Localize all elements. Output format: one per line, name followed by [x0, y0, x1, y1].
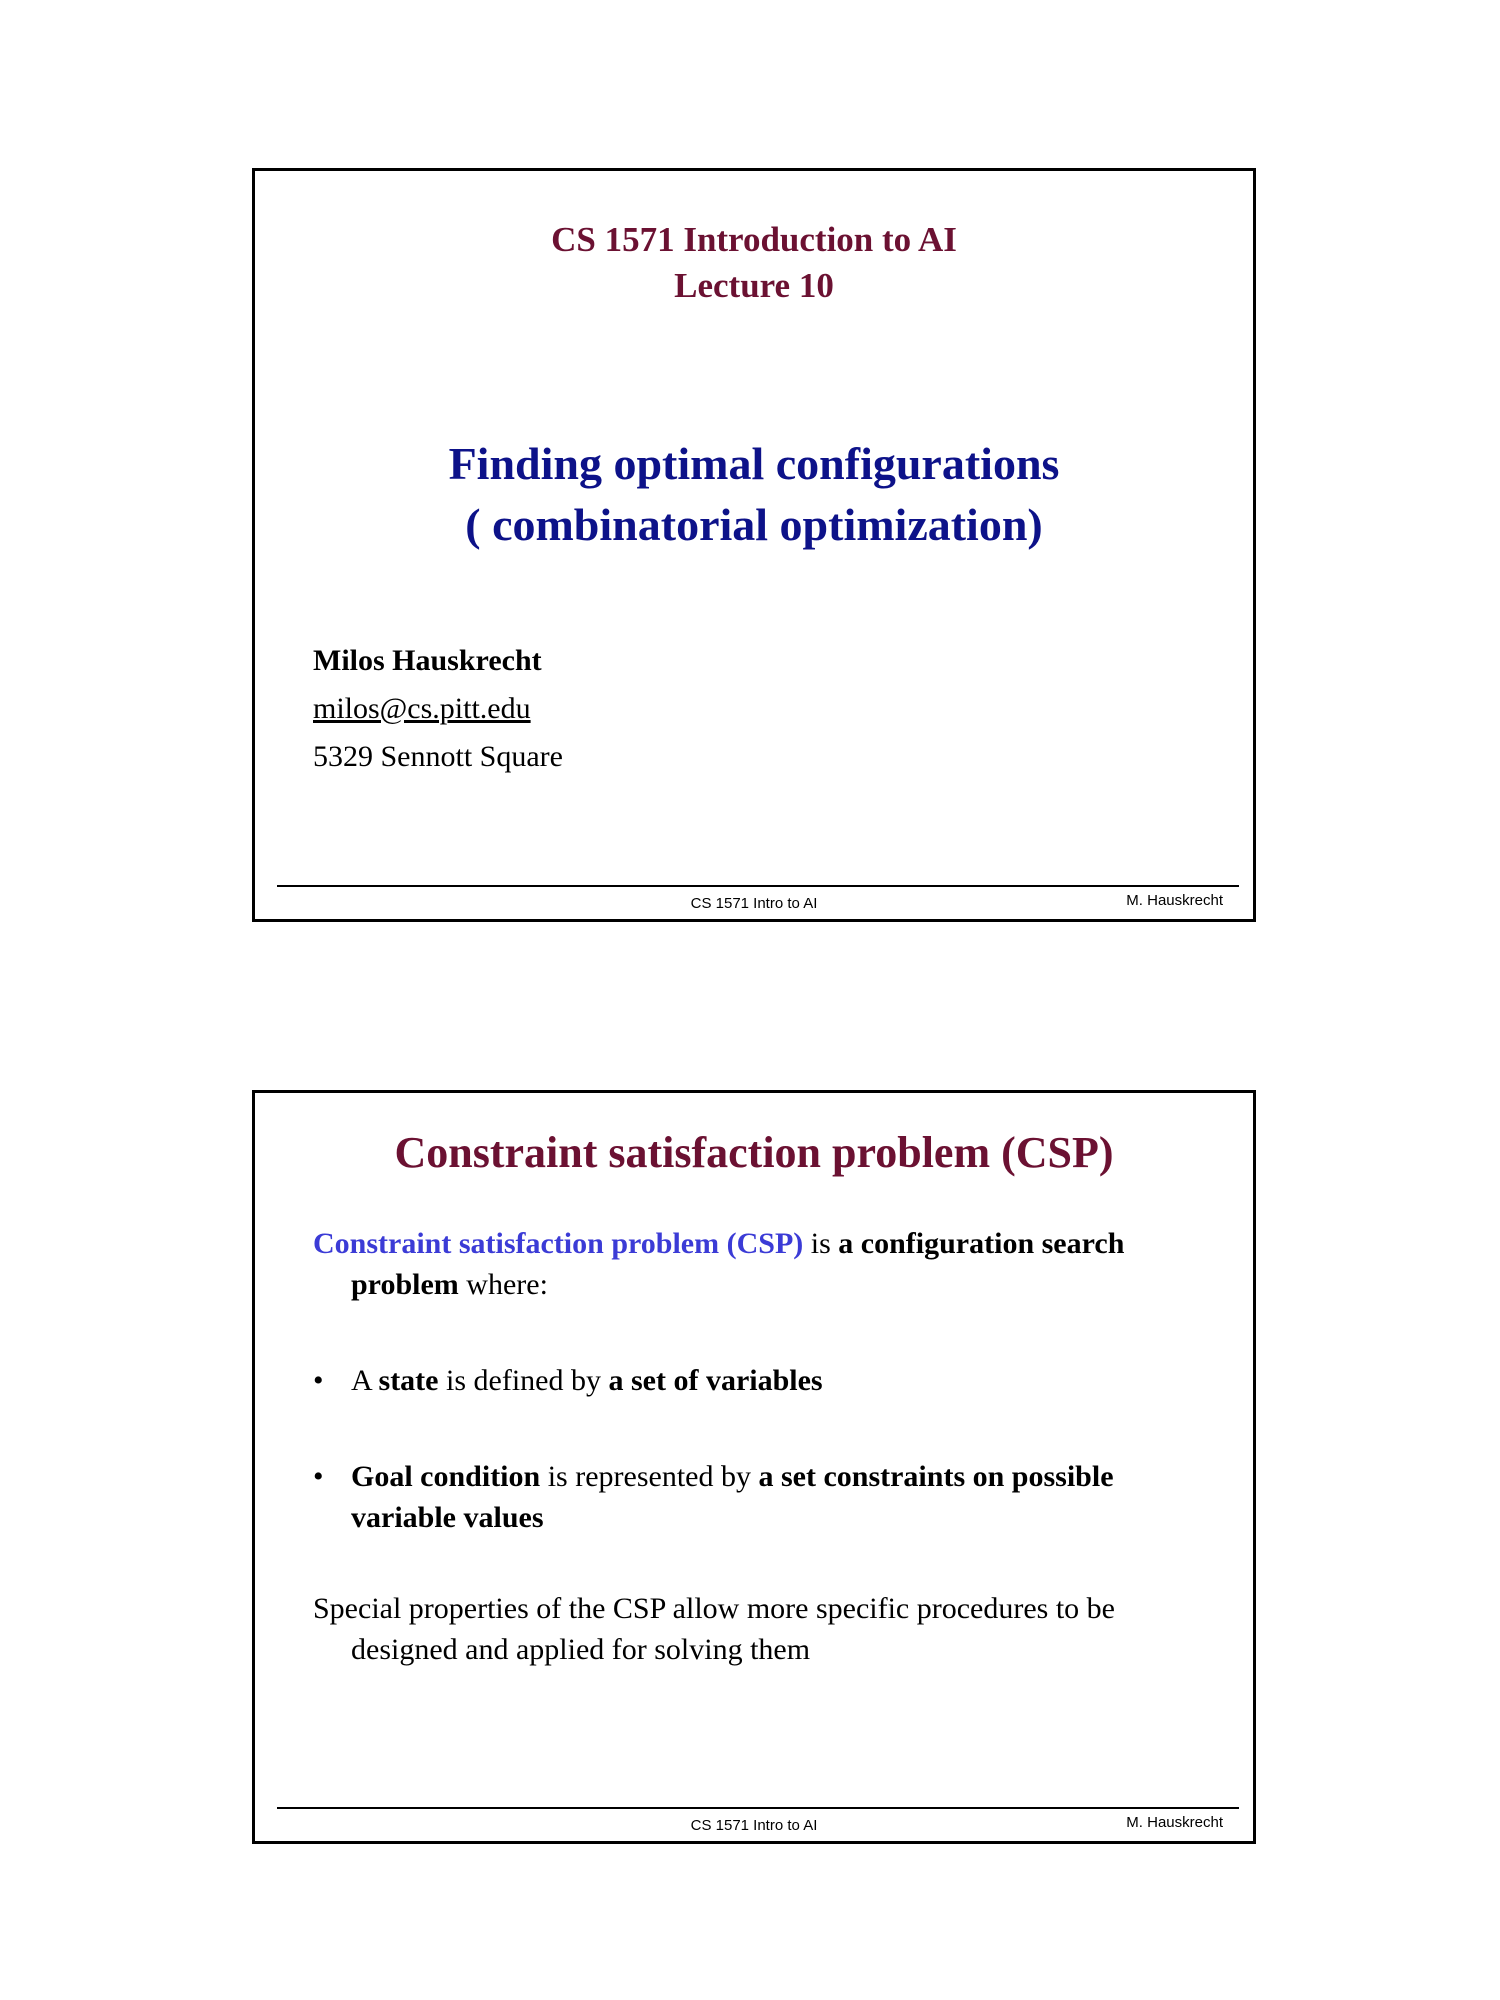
bullet-mark: • [313, 1364, 324, 1397]
course-title [255, 217, 1253, 309]
course-title-line-2: Lecture 10 [674, 266, 834, 305]
definition-text-2: a configuration search problem [351, 1227, 1125, 1301]
footer-course: CS 1571 Intro to AI [690, 895, 818, 912]
definition-text-3: where: [458, 1268, 548, 1301]
bullet-list [313, 1360, 1193, 1538]
bullet-mark: • [313, 1460, 324, 1493]
slide-2 [252, 1090, 1256, 1844]
bullet-item-state [313, 1360, 1193, 1401]
closing-paragraph: Special properties of the CSP allow more specific procedures to be designed and applied for solving them [313, 1592, 1115, 1666]
bullet-text-bold: a set constraints on possible variable values [351, 1460, 1114, 1534]
author-office: 5329 Sennott Square [313, 740, 563, 773]
bullet-text: A [351, 1364, 379, 1397]
definition-paragraph [313, 1223, 1193, 1305]
footer-course: CS 1571 Intro to AI [690, 1817, 818, 1834]
footer-divider [277, 1807, 1239, 1809]
lecture-title [255, 433, 1253, 555]
footer-author: M. Hauskrecht [1126, 1814, 1223, 1831]
bullet-text-bold: a set of variables [608, 1364, 823, 1397]
footer-author: M. Hauskrecht [1126, 892, 1223, 909]
csp-definition [313, 1223, 1193, 1305]
course-title-line-1: CS 1571 Introduction to AI [551, 220, 957, 259]
author-block [313, 637, 563, 781]
lecture-title-line-1: Finding optimal configurations [448, 438, 1060, 489]
slide-heading: Constraint satisfaction problem (CSP) [394, 1128, 1114, 1177]
closing-note [313, 1588, 1193, 1670]
slide-1 [252, 168, 1256, 922]
bullet-text-bold: state [378, 1364, 439, 1397]
lecture-title-line-2: ( combinatorial optimization) [465, 499, 1043, 550]
csp-term: Constraint satisfaction problem (CSP) [313, 1227, 804, 1260]
bullet-item-goal [313, 1456, 1193, 1538]
bullet-text: is represented by [540, 1460, 759, 1493]
author-email-link[interactable]: milos@cs.pitt.edu [313, 692, 531, 725]
author-name: Milos Hauskrecht [313, 644, 542, 677]
definition-text-1: is [803, 1227, 839, 1260]
bullet-text-bold: Goal condition [351, 1460, 541, 1493]
bullet-text: is defined by [438, 1364, 609, 1397]
footer-divider [277, 885, 1239, 887]
